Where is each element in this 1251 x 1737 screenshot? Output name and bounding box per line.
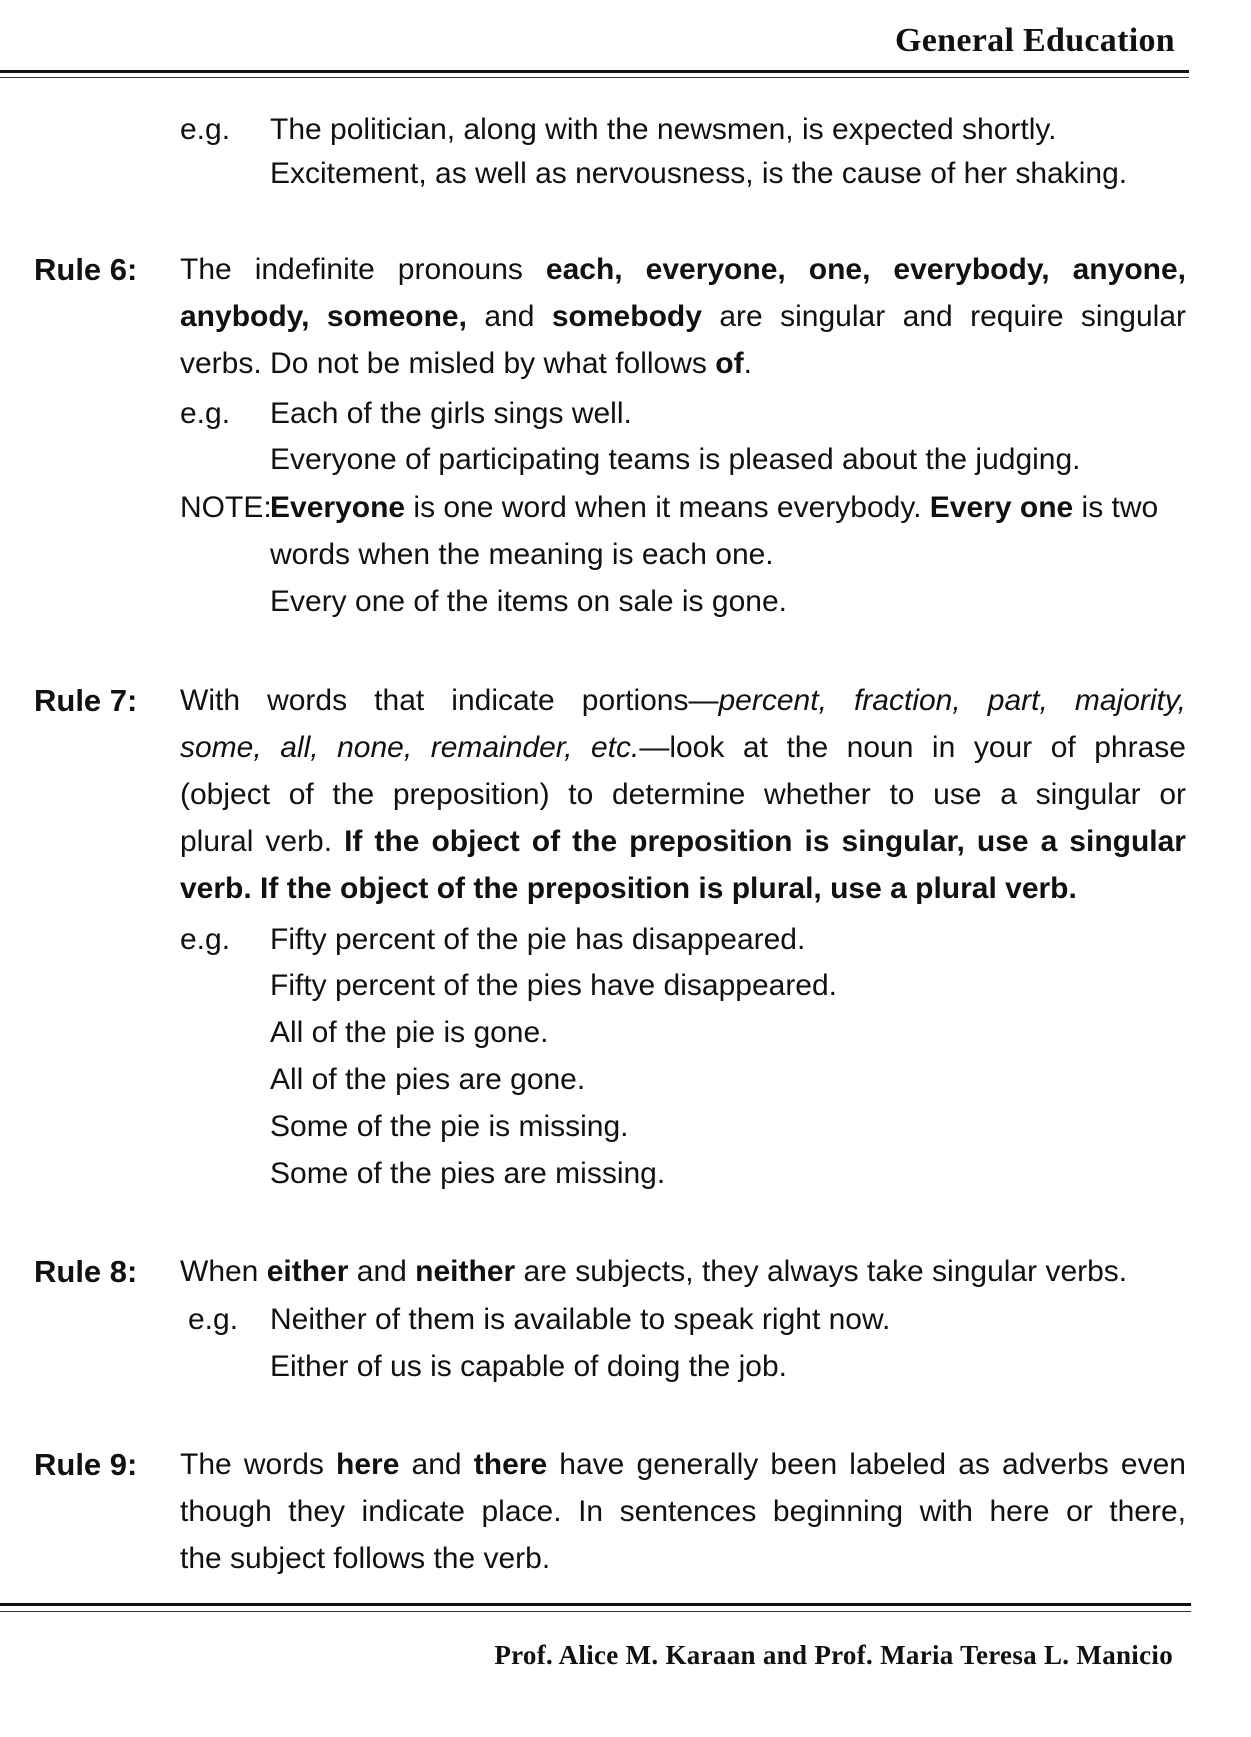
rule-6-line-3: verbs. Do not be misled by what follows of. (180, 347, 752, 380)
note-line-2: words when the meaning is each one. (270, 538, 774, 571)
example-line: The politician, along with the newsmen, is expected shortly. (270, 113, 1057, 146)
example-line: Some of the pie is missing. (270, 1110, 629, 1143)
rule-8-line-1: When either and neither are subjects, they always take singular verbs. (180, 1255, 1128, 1288)
rule-7-line-4: plural verb. If the object of the preposition is singular, use a singular (180, 825, 1186, 858)
eg-label: e.g. (180, 397, 231, 430)
example-line: Neither of them is available to speak right now. (270, 1303, 891, 1336)
note-label: NOTE: (180, 491, 272, 524)
example-line: Excitement, as well as nervousness, is the cause of her shaking. (270, 157, 1128, 190)
example-line: Everyone of participating teams is pleased about the judging. (270, 443, 1081, 476)
rule-7-line-2: some, all, none, remainder, etc.—look at the noun in your of phrase (180, 731, 1186, 764)
example-line: Fifty percent of the pies have disappeared. (270, 969, 838, 1002)
rule-9-line-1: The words here and there have generally been labeled as adverbs even (180, 1448, 1186, 1481)
footer-divider-thin (0, 1611, 1191, 1612)
example-line: Each of the girls sings well. (270, 397, 632, 430)
page-header-title: General Education (895, 22, 1175, 59)
rule-6-line-2: anybody, someone, and somebody are singular and require singular (180, 300, 1186, 333)
rule-6-label: Rule 6: (34, 252, 138, 287)
eg-label: e.g. (180, 113, 231, 146)
rule-7-line-5: verb. If the object of the preposition is plural, use a plural verb. (180, 872, 1077, 905)
rule-9-line-2: though they indicate place. In sentences beginning with here or there, (180, 1495, 1186, 1528)
eg-label: e.g. (188, 1303, 239, 1336)
footer-authors: Prof. Alice M. Karaan and Prof. Maria Teresa L. Manicio (494, 1640, 1173, 1670)
header-divider (0, 70, 1189, 73)
example-line: Fifty percent of the pie has disappeared. (270, 923, 806, 956)
rule-9-label: Rule 9: (34, 1447, 138, 1482)
rule-8-label: Rule 8: (34, 1254, 138, 1289)
rule-7-line-3: (object of the preposition) to determine whether to use a singular or (180, 778, 1186, 811)
note-line-1: Everyone is one word when it means everybody. Every one is two (270, 491, 1159, 524)
header-divider-thin (0, 77, 1189, 78)
rule-7-line-1: With words that indicate portions—percent, fraction, part, majority, (180, 684, 1186, 717)
example-line: Either of us is capable of doing the job. (270, 1350, 788, 1383)
note-line-3: Every one of the items on sale is gone. (270, 585, 787, 618)
rule-7-label: Rule 7: (34, 683, 138, 718)
example-line: All of the pies are gone. (270, 1063, 586, 1096)
rule-9-line-3: the subject follows the verb. (180, 1542, 551, 1575)
rule-6-line-1: The indefinite pronouns each, everyone, one, everybody, anyone, (180, 253, 1186, 286)
eg-label: e.g. (180, 923, 231, 956)
footer-divider (0, 1603, 1191, 1606)
example-line: All of the pie is gone. (270, 1016, 549, 1049)
example-line: Some of the pies are missing. (270, 1157, 666, 1190)
